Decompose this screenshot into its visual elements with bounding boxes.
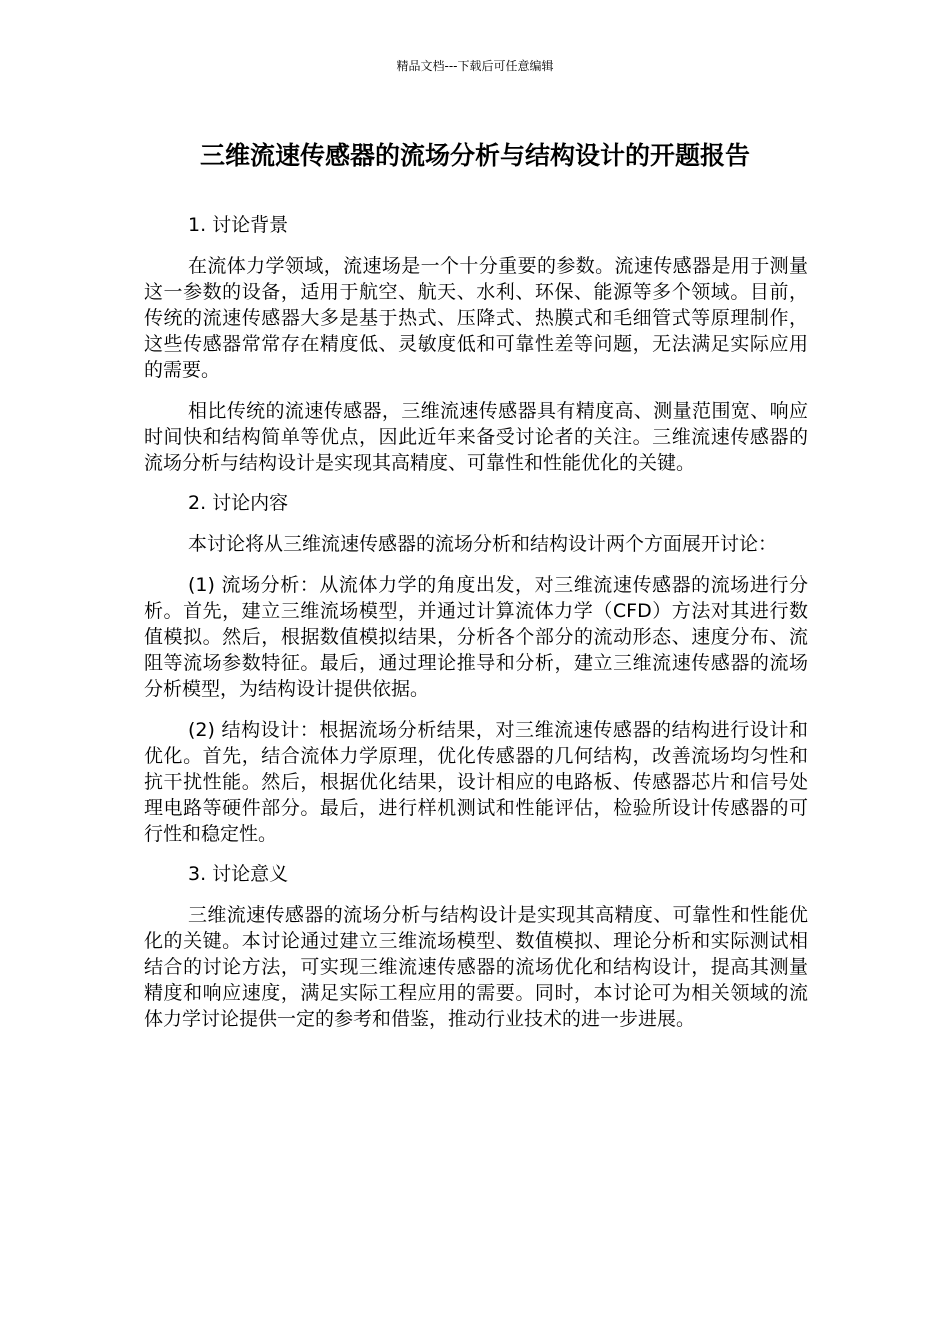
paragraph: 在流体力学领域，流速场是一个十分重要的参数。流速传感器是用于测量这一参数的设备，适用于航空、航天、水利、环保、能源等多个领域。目前，传统的流速传感器大多是基于热式、压降式、热膜式和毛细管式等原理制作，这些传感器常常存在精度低、灵敏度低和可靠性差等问题，无法满足实际应用的需要。 — [144, 255, 808, 381]
document-body — [144, 212, 808, 1047]
paragraph: (2) 结构设计：根据流场分析结果，对三维流速传感器的结构进行设计和优化。首先，结合流体力学原理，优化传感器的几何结构，改善流场均匀性和抗干扰性能。然后，根据优化结果，设计相应的电路板、传感器芯片和信号处理电路等硬件部分。最后，进行样机测试和性能评估，检验所设计传感器的可行性和稳定性。 — [144, 719, 808, 845]
section-heading: 3. 讨论意义 — [188, 863, 289, 885]
paragraph: (1) 流场分析：从流体力学的角度出发，对三维流速传感器的流场进行分析。首先，建立三维流场模型，并通过计算流体力学（CFD）方法对其进行数值模拟。然后，根据数值模拟结果，分析各个部分的流动形态、速度分布、流阻等流场参数特征。最后，通过理论推导和分析，建立三维流速传感器的流场分析模型，为结构设计提供依据。 — [144, 574, 808, 700]
document-title: 三维流速传感器的流场分析与结构设计的开题报告 — [199, 141, 750, 170]
section-heading: 2. 讨论内容 — [188, 492, 289, 514]
paragraph: 本讨论将从三维流速传感器的流场分析和结构设计两个方面展开讨论： — [188, 533, 778, 555]
section-heading: 1. 讨论背景 — [188, 214, 289, 236]
section-content — [144, 490, 808, 847]
header-note: 精品文档---下载后可任意编辑 — [396, 59, 554, 73]
section-background — [144, 212, 808, 476]
paragraph: 三维流速传感器的流场分析与结构设计是实现其高精度、可靠性和性能优化的关键。本讨论通过建立三维流场模型、数值模拟、理论分析和实际测试相结合的讨论方法，可实现三维流速传感器的流场优化和结构设计，提高其测量精度和响应速度，满足实际工程应用的需要。同时，本讨论可为相关领域的流体力学讨论提供一定的参考和借鉴，推动行业技术的进一步进展。 — [144, 904, 808, 1030]
section-significance — [144, 861, 808, 1032]
paragraph: 相比传统的流速传感器，三维流速传感器具有精度高、测量范围宽、响应时间快和结构简单等优点，因此近年来备受讨论者的关注。三维流速传感器的流场分析与结构设计是实现其高精度、可靠性和性能优化的关键。 — [144, 400, 808, 474]
